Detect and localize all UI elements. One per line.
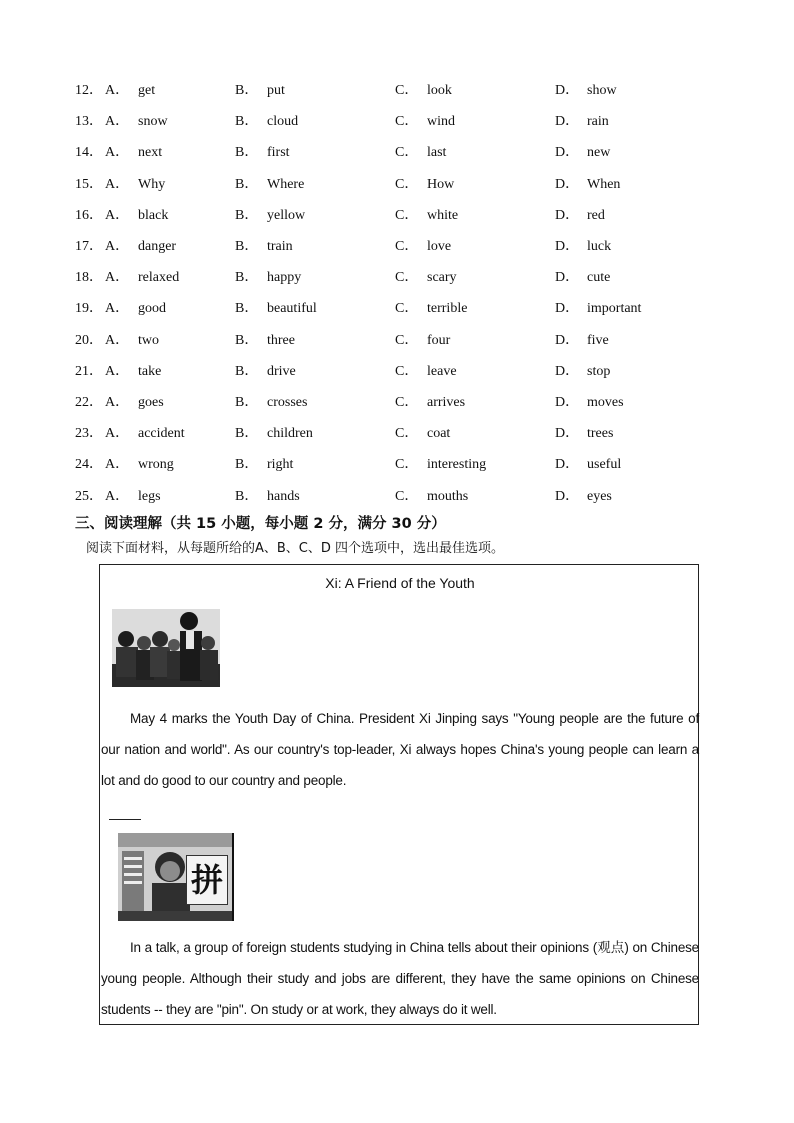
- option-d-text: trees: [587, 426, 614, 442]
- option-d-letter: D．: [555, 114, 580, 130]
- option-a-letter: A．: [105, 176, 130, 192]
- option-d-text: useful: [587, 457, 622, 473]
- question-row: [0, 142, 794, 164]
- question-number: 14．: [75, 145, 103, 161]
- option-b-letter: B．: [235, 83, 259, 98]
- option-c-letter: C．: [395, 488, 419, 504]
- option-a-text: next: [138, 145, 163, 161]
- question-number: 25．: [75, 488, 103, 504]
- question-number: 18．: [75, 270, 103, 286]
- question-number: 17．: [75, 239, 103, 254]
- question-row: [0, 454, 794, 476]
- option-a-text: get: [138, 83, 156, 98]
- option-c-text: How: [427, 176, 455, 192]
- option-d-letter: D．: [555, 83, 580, 98]
- option-d-letter: D．: [555, 176, 580, 192]
- question-row: [0, 205, 794, 227]
- blank-line: [109, 819, 141, 820]
- question-row: [0, 330, 794, 352]
- option-d-letter: D．: [555, 395, 580, 410]
- option-b-text: children: [267, 426, 313, 442]
- option-b-text: three: [267, 332, 295, 348]
- option-b-text: train: [267, 239, 293, 254]
- question-number: 24．: [75, 457, 103, 473]
- option-d-text: When: [587, 176, 621, 192]
- option-c-text: look: [427, 83, 452, 98]
- option-d-letter: D．: [555, 145, 580, 161]
- option-c-letter: C．: [395, 207, 419, 223]
- option-d-letter: D．: [555, 332, 580, 348]
- option-a-text: black: [138, 207, 169, 223]
- option-c-letter: C．: [395, 270, 419, 286]
- option-d-letter: D．: [555, 301, 580, 317]
- option-d-text: new: [587, 145, 611, 161]
- question-number: 15．: [75, 176, 103, 192]
- reading-passage-box: [99, 564, 699, 1025]
- option-b-letter: B．: [235, 207, 259, 223]
- question-row: [0, 361, 794, 383]
- question-number: 13．: [75, 114, 103, 130]
- option-b-text: beautiful: [267, 301, 317, 317]
- paragraph-1-text: May 4 marks the Youth Day of China. President Xi Jinping says "Young people are the future of our nation and world". As our country's top-leader, Xi always hopes China's young people can learn a lot and do good to our country and people.: [101, 711, 699, 788]
- option-a-text: snow: [138, 114, 168, 130]
- option-c-letter: C．: [395, 332, 419, 348]
- question-row: [0, 111, 794, 133]
- option-b-letter: B．: [235, 332, 259, 348]
- option-b-text: first: [267, 145, 290, 161]
- option-c-text: arrives: [427, 395, 466, 410]
- option-b-text: put: [267, 83, 285, 98]
- option-a-letter: A．: [105, 83, 130, 98]
- option-c-letter: C．: [395, 363, 419, 379]
- option-a-text: good: [138, 301, 166, 317]
- option-a-letter: A．: [105, 239, 130, 254]
- option-c-letter: C．: [395, 239, 419, 254]
- option-d-letter: D．: [555, 457, 580, 473]
- option-a-letter: A．: [105, 395, 130, 410]
- question-number: 23．: [75, 426, 103, 442]
- passage-title: Xi: A Friend of the Youth: [325, 575, 475, 591]
- option-d-text: red: [587, 207, 605, 223]
- option-a-letter: A．: [105, 207, 130, 223]
- question-number: 21．: [75, 363, 103, 379]
- option-b-letter: B．: [235, 114, 259, 130]
- option-c-text: mouths: [427, 488, 469, 504]
- option-b-letter: B．: [235, 395, 259, 410]
- question-row: [0, 392, 794, 414]
- section-title: 三、阅读理解（共 15 小题，每小题 2 分，满分 30 分）: [75, 516, 446, 532]
- option-b-letter: B．: [235, 426, 259, 442]
- option-c-text: leave: [427, 363, 457, 379]
- question-number: 12．: [75, 83, 103, 98]
- option-d-letter: D．: [555, 488, 580, 504]
- question-row: [0, 486, 794, 508]
- option-d-letter: D．: [555, 426, 580, 442]
- passage-paragraph-1: [101, 703, 699, 796]
- option-b-letter: B．: [235, 145, 259, 161]
- question-row: [0, 236, 794, 258]
- option-d-text: important: [587, 301, 642, 317]
- option-a-text: goes: [138, 395, 164, 410]
- question-number: 22．: [75, 395, 103, 410]
- option-b-text: right: [267, 457, 294, 473]
- option-a-letter: A．: [105, 488, 130, 504]
- option-b-text: Where: [267, 176, 305, 192]
- option-a-letter: A．: [105, 301, 130, 317]
- question-row: [0, 80, 794, 102]
- option-a-text: accident: [138, 426, 185, 442]
- option-d-text: eyes: [587, 488, 612, 504]
- option-a-letter: A．: [105, 426, 130, 442]
- option-a-text: take: [138, 363, 162, 379]
- question-number: 20．: [75, 332, 103, 348]
- option-a-letter: A．: [105, 457, 130, 473]
- option-d-letter: D．: [555, 270, 580, 286]
- option-b-text: yellow: [267, 207, 306, 223]
- option-c-text: wind: [427, 114, 455, 130]
- option-b-letter: B．: [235, 270, 259, 286]
- option-c-letter: C．: [395, 457, 419, 473]
- option-c-text: terrible: [427, 301, 468, 317]
- passage-paragraph-2: [101, 932, 699, 1025]
- option-d-text: rain: [587, 114, 609, 130]
- option-a-text: two: [138, 332, 159, 348]
- question-number: 19．: [75, 301, 103, 317]
- option-b-text: drive: [267, 363, 296, 379]
- option-c-text: scary: [427, 270, 457, 286]
- option-c-letter: C．: [395, 176, 419, 192]
- question-row: [0, 174, 794, 196]
- option-a-letter: A．: [105, 114, 130, 130]
- option-a-text: relaxed: [138, 270, 180, 286]
- option-b-text: crosses: [267, 395, 308, 410]
- option-d-text: moves: [587, 395, 624, 410]
- option-a-letter: A．: [105, 363, 130, 379]
- option-a-letter: A．: [105, 270, 130, 286]
- question-row: [0, 267, 794, 289]
- option-b-letter: B．: [235, 176, 259, 192]
- section-instruction: 阅读下面材料，从每题所给的A、B、C、D 四个选项中，选出最佳选项。: [86, 541, 505, 556]
- option-d-letter: D．: [555, 239, 580, 254]
- option-c-text: love: [427, 239, 452, 254]
- option-c-letter: C．: [395, 83, 419, 98]
- option-b-letter: B．: [235, 301, 259, 317]
- option-c-text: interesting: [427, 457, 487, 473]
- photo-xi-with-youth: [112, 609, 220, 687]
- option-d-letter: D．: [555, 207, 580, 223]
- option-b-letter: B．: [235, 457, 259, 473]
- option-a-text: Why: [138, 176, 166, 192]
- question-row: [0, 423, 794, 445]
- option-c-text: coat: [427, 426, 451, 442]
- option-c-text: four: [427, 332, 451, 348]
- option-a-text: legs: [138, 488, 161, 504]
- option-c-text: white: [427, 207, 459, 223]
- question-number: 16．: [75, 207, 103, 223]
- option-a-text: wrong: [138, 457, 174, 473]
- pin-character-sign: 拼: [186, 855, 228, 905]
- option-c-letter: C．: [395, 114, 419, 130]
- option-b-text: hands: [267, 488, 300, 504]
- option-d-text: show: [587, 83, 617, 98]
- option-a-letter: A．: [105, 145, 130, 161]
- option-b-letter: B．: [235, 239, 259, 254]
- option-d-text: luck: [587, 239, 612, 254]
- option-b-letter: B．: [235, 363, 259, 379]
- option-d-letter: D．: [555, 363, 580, 379]
- option-b-text: happy: [267, 270, 302, 286]
- paragraph-2-text: In a talk, a group of foreign students studying in China tells about their opinions (观点) on Chinese young people. Although their study and jobs are different, they have the same opinions on Chinese students -- they are "pin". On study or at work, they always do it well.: [101, 940, 699, 1017]
- option-c-letter: C．: [395, 301, 419, 317]
- option-c-letter: C．: [395, 395, 419, 410]
- option-b-letter: B．: [235, 488, 259, 504]
- option-c-letter: C．: [395, 145, 419, 161]
- option-b-text: cloud: [267, 114, 299, 130]
- option-d-text: cute: [587, 270, 611, 286]
- photo-student-pin: [118, 833, 234, 921]
- option-a-text: danger: [138, 239, 177, 254]
- option-d-text: five: [587, 332, 609, 348]
- option-c-letter: C．: [395, 426, 419, 442]
- option-c-text: last: [427, 145, 447, 161]
- option-a-letter: A．: [105, 332, 130, 348]
- question-row: [0, 298, 794, 320]
- option-d-text: stop: [587, 363, 611, 379]
